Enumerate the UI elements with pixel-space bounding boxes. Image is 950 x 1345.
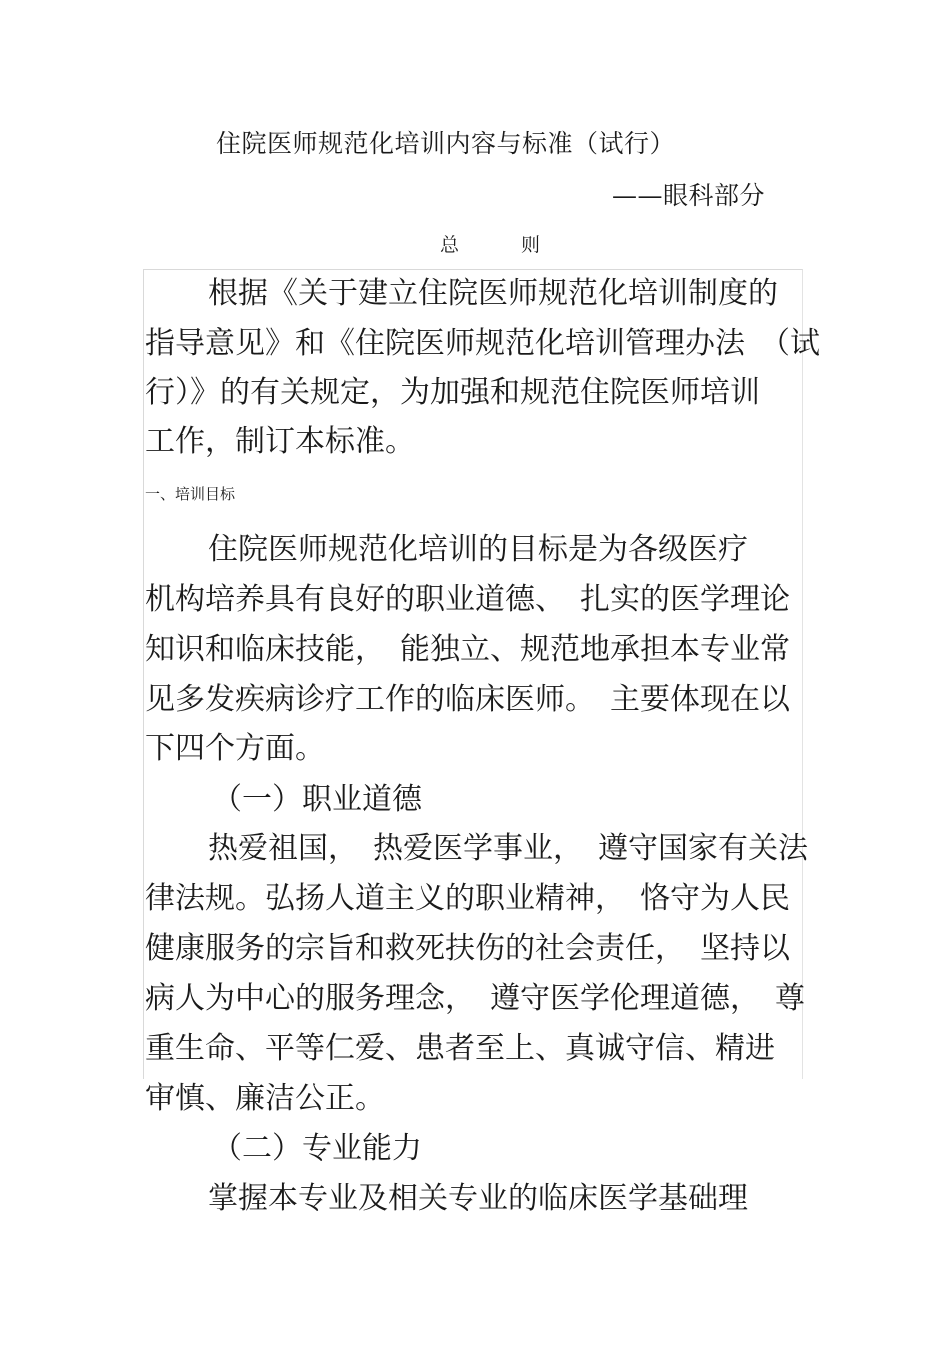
ethics-line-2: 律法规。弘扬人道主义的职业精神， 恪守为人民 bbox=[145, 881, 790, 916]
intro-line-2: 指导意见》和《住院医师规范化培训管理办法 （试 bbox=[145, 326, 820, 361]
intro-line-3: 行）》的有关规定，为加强和规范住院医师培训 bbox=[145, 375, 760, 410]
goal-line-4: 见多发疾病诊疗工作的临床医师。 主要体现在以 bbox=[145, 682, 790, 717]
goal-line-2: 机构培养具有良好的职业道德、 扎实的医学理论 bbox=[145, 582, 790, 617]
heading-training-goal: 一、培训目标 bbox=[145, 485, 236, 503]
ethics-line-3: 健康服务的宗旨和救死扶伤的社会责任， 坚持以 bbox=[145, 931, 790, 966]
ethics-line-5: 重生命、平等仁爱、患者至上、真诚守信、精进 bbox=[145, 1031, 775, 1066]
subheading-professional-ability: （二）专业能力 bbox=[212, 1131, 422, 1166]
ethics-line-4: 病人为中心的服务理念， 遵守医学伦理道德， 尊 bbox=[145, 981, 805, 1016]
document-title: 住院医师规范化培训内容与标准（试行） bbox=[216, 129, 676, 158]
goal-line-5: 下四个方面。 bbox=[145, 731, 325, 766]
ethics-line-1: 热爱祖国， 热爱医学事业， 遵守国家有关法 bbox=[208, 831, 808, 866]
goal-line-3: 知识和临床技能， 能独立、规范地承担本专业常 bbox=[145, 632, 790, 667]
document-subtitle: ——眼科部分 bbox=[612, 181, 766, 210]
subheading-professional-ethics: （一）职业道德 bbox=[212, 782, 422, 817]
intro-line-4: 工作，制订本标准。 bbox=[145, 424, 415, 459]
ethics-line-6: 审慎、廉洁公正。 bbox=[145, 1081, 385, 1116]
ability-line-1: 掌握本专业及相关专业的临床医学基础理 bbox=[208, 1181, 748, 1216]
intro-line-1: 根据《关于建立住院医师规范化培训制度的 bbox=[208, 276, 778, 311]
section-heading: 总 则 bbox=[440, 234, 569, 256]
goal-line-1: 住院医师规范化培训的目标是为各级医疗 bbox=[208, 532, 748, 567]
